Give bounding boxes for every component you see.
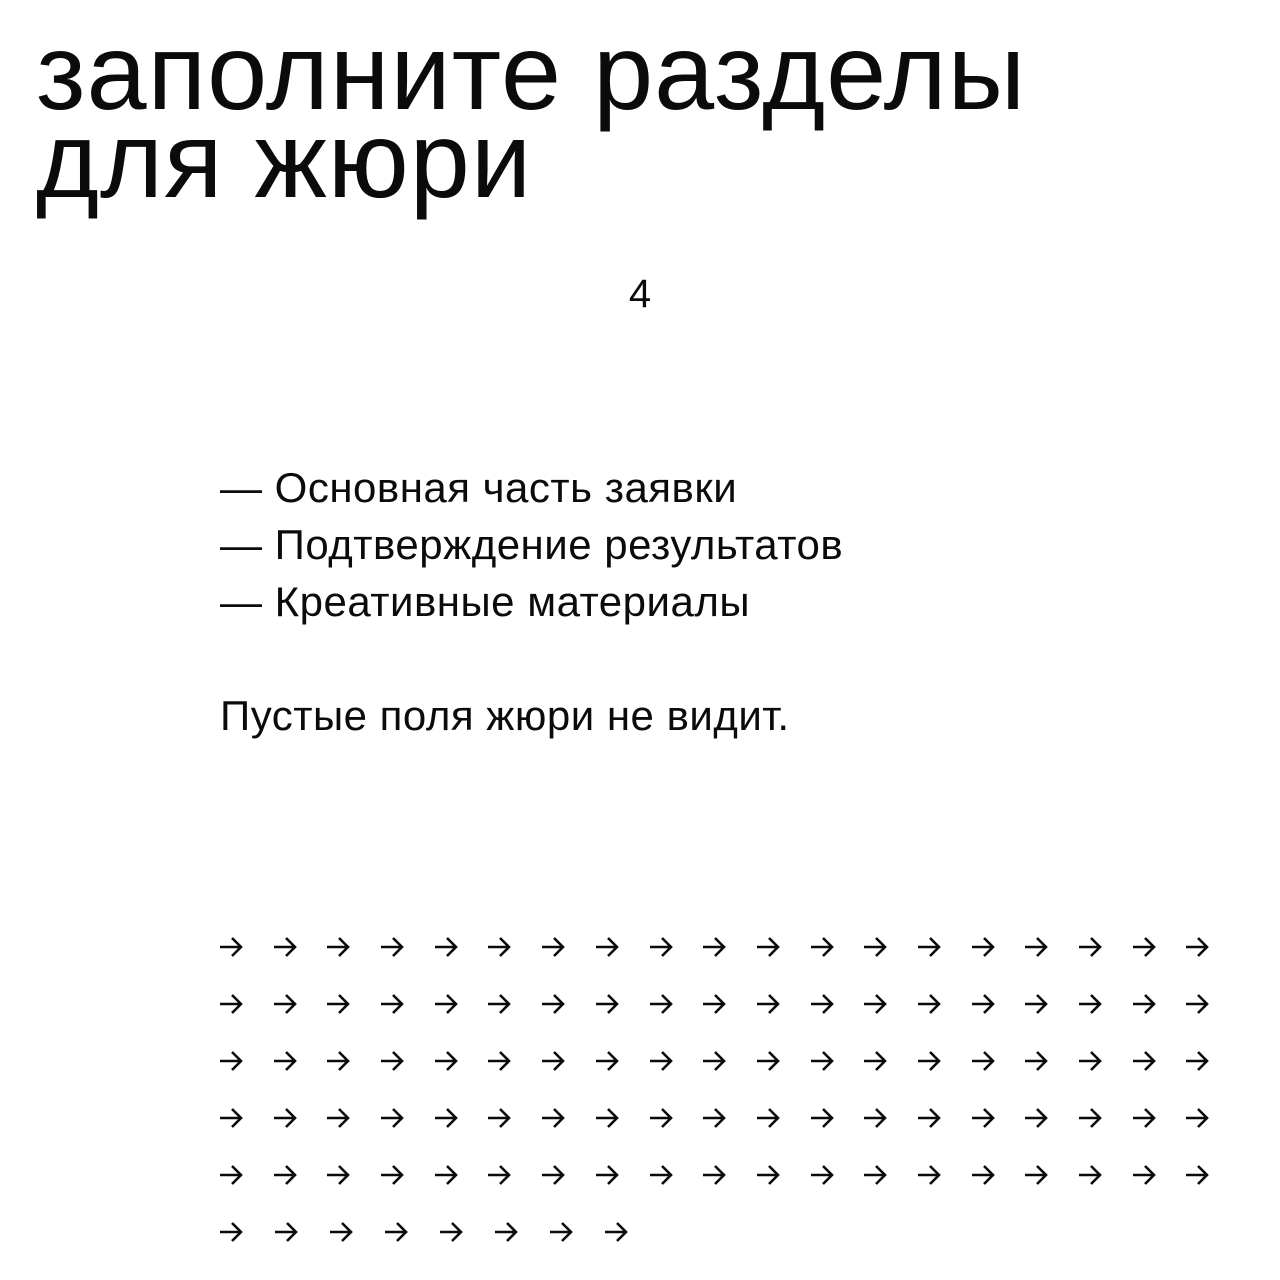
arrow-right-icon (486, 1089, 540, 1146)
arrow-right-icon (1023, 1089, 1077, 1146)
arrow-right-icon (648, 1032, 702, 1089)
arrow-right-icon (648, 975, 702, 1032)
arrow-right-icon (755, 1089, 809, 1146)
arrow-right-icon (648, 1146, 702, 1203)
arrow-right-icon (862, 1032, 916, 1089)
arrow-right-icon (862, 918, 916, 975)
arrow-right-icon (272, 918, 326, 975)
arrow-right-icon (1131, 1146, 1185, 1203)
arrow-right-icon (325, 975, 379, 1032)
arrow-right-icon (970, 1146, 1024, 1203)
arrow-right-icon (486, 975, 540, 1032)
arrow-right-icon (218, 975, 272, 1032)
arrow-right-icon (970, 918, 1024, 975)
arrow-right-icon (594, 975, 648, 1032)
arrow-right-icon (755, 1146, 809, 1203)
sections-list (220, 459, 843, 630)
arrow-right-icon (379, 975, 433, 1032)
arrow-right-icon (594, 1089, 648, 1146)
arrow-right-icon (594, 918, 648, 975)
arrow-right-icon (1184, 1089, 1238, 1146)
arrow-right-icon (548, 1203, 603, 1260)
arrow-right-icon (433, 1032, 487, 1089)
arrow-right-icon (809, 1089, 863, 1146)
arrow-right-icon (809, 918, 863, 975)
arrow-right-icon (325, 1032, 379, 1089)
arrow-right-icon (701, 918, 755, 975)
arrow-right-icon (272, 975, 326, 1032)
arrow-right-icon (862, 975, 916, 1032)
arrow-right-icon (438, 1203, 493, 1260)
arrow-row (218, 918, 1238, 975)
arrow-right-icon (540, 1089, 594, 1146)
arrow-right-icon (701, 1032, 755, 1089)
arrow-right-icon (701, 975, 755, 1032)
arrow-right-icon (970, 1032, 1024, 1089)
arrow-right-icon (1131, 1089, 1185, 1146)
arrow-right-icon (594, 1032, 648, 1089)
arrow-right-icon (1131, 918, 1185, 975)
arrow-right-icon (701, 1146, 755, 1203)
arrow-right-icon (433, 918, 487, 975)
arrow-right-icon (493, 1203, 548, 1260)
arrow-right-icon (809, 975, 863, 1032)
arrow-right-icon (1077, 918, 1131, 975)
arrow-right-icon (325, 1146, 379, 1203)
arrow-right-icon (486, 918, 540, 975)
arrow-right-icon (1023, 975, 1077, 1032)
arrow-row (218, 975, 1238, 1032)
arrow-right-icon (218, 918, 272, 975)
arrow-right-icon (486, 1146, 540, 1203)
arrow-right-icon (1077, 1146, 1131, 1203)
arrow-right-icon (603, 1203, 658, 1260)
arrow-right-icon (862, 1089, 916, 1146)
arrow-right-icon (1184, 918, 1238, 975)
arrow-right-icon (540, 1032, 594, 1089)
arrow-right-icon (379, 918, 433, 975)
arrow-row (218, 1032, 1238, 1089)
arrow-right-icon (486, 1032, 540, 1089)
arrow-right-icon (218, 1032, 272, 1089)
arrow-right-icon (755, 975, 809, 1032)
section-item-results: — Подтверждение результатов (220, 521, 844, 568)
arrow-right-icon (433, 1089, 487, 1146)
arrow-right-icon (218, 1203, 273, 1260)
arrow-right-icon (218, 1146, 272, 1203)
arrow-right-icon (540, 975, 594, 1032)
arrow-row (218, 1146, 1238, 1203)
arrow-right-icon (809, 1032, 863, 1089)
arrow-row (218, 1203, 1238, 1260)
arrow-right-icon (755, 1032, 809, 1089)
arrow-right-icon (1023, 1146, 1077, 1203)
arrow-right-icon (325, 918, 379, 975)
arrow-right-icon (379, 1032, 433, 1089)
section-item-creative: — Креативные материалы (220, 578, 751, 625)
arrow-right-icon (379, 1089, 433, 1146)
arrow-right-icon (755, 918, 809, 975)
arrow-right-icon (701, 1089, 755, 1146)
arrow-right-icon (916, 1089, 970, 1146)
arrow-right-icon (594, 1146, 648, 1203)
arrow-right-icon (916, 1146, 970, 1203)
arrow-right-icon (970, 1089, 1024, 1146)
title-line-2: для жюри (36, 99, 533, 220)
arrow-right-icon (218, 1089, 272, 1146)
arrow-right-icon (272, 1089, 326, 1146)
arrow-right-icon (916, 918, 970, 975)
title-line-1: заполните разделы (36, 11, 1027, 132)
arrow-right-icon (648, 918, 702, 975)
arrow-right-icon (862, 1146, 916, 1203)
arrow-right-icon (433, 1146, 487, 1203)
arrow-right-icon (809, 1146, 863, 1203)
arrow-right-icon (648, 1089, 702, 1146)
arrow-right-icon (272, 1032, 326, 1089)
arrow-right-icon (540, 1146, 594, 1203)
arrow-right-icon (1184, 1146, 1238, 1203)
section-item-main: — Основная часть заявки (220, 464, 738, 511)
arrow-right-icon (1184, 975, 1238, 1032)
arrow-right-icon (1077, 975, 1131, 1032)
arrow-right-icon (325, 1089, 379, 1146)
arrow-right-icon (273, 1203, 328, 1260)
arrow-right-icon (272, 1146, 326, 1203)
arrow-right-icon (1023, 1032, 1077, 1089)
arrow-right-icon (1131, 975, 1185, 1032)
arrow-right-icon (1077, 1032, 1131, 1089)
arrow-row (218, 1089, 1238, 1146)
arrow-right-icon (916, 975, 970, 1032)
page-number: 4 (628, 272, 652, 316)
page-title (36, 11, 1027, 220)
arrow-right-icon (540, 918, 594, 975)
arrow-right-icon (328, 1203, 383, 1260)
arrow-right-icon (1184, 1032, 1238, 1089)
empty-fields-note: Пустые поля жюри не видит. (220, 692, 790, 739)
arrow-right-icon (433, 975, 487, 1032)
arrow-pattern (218, 918, 1238, 1260)
arrow-right-icon (1077, 1089, 1131, 1146)
arrow-right-icon (1023, 918, 1077, 975)
arrow-right-icon (916, 1032, 970, 1089)
arrow-right-icon (379, 1146, 433, 1203)
arrow-right-icon (383, 1203, 438, 1260)
arrow-right-icon (970, 975, 1024, 1032)
arrow-right-icon (1131, 1032, 1185, 1089)
